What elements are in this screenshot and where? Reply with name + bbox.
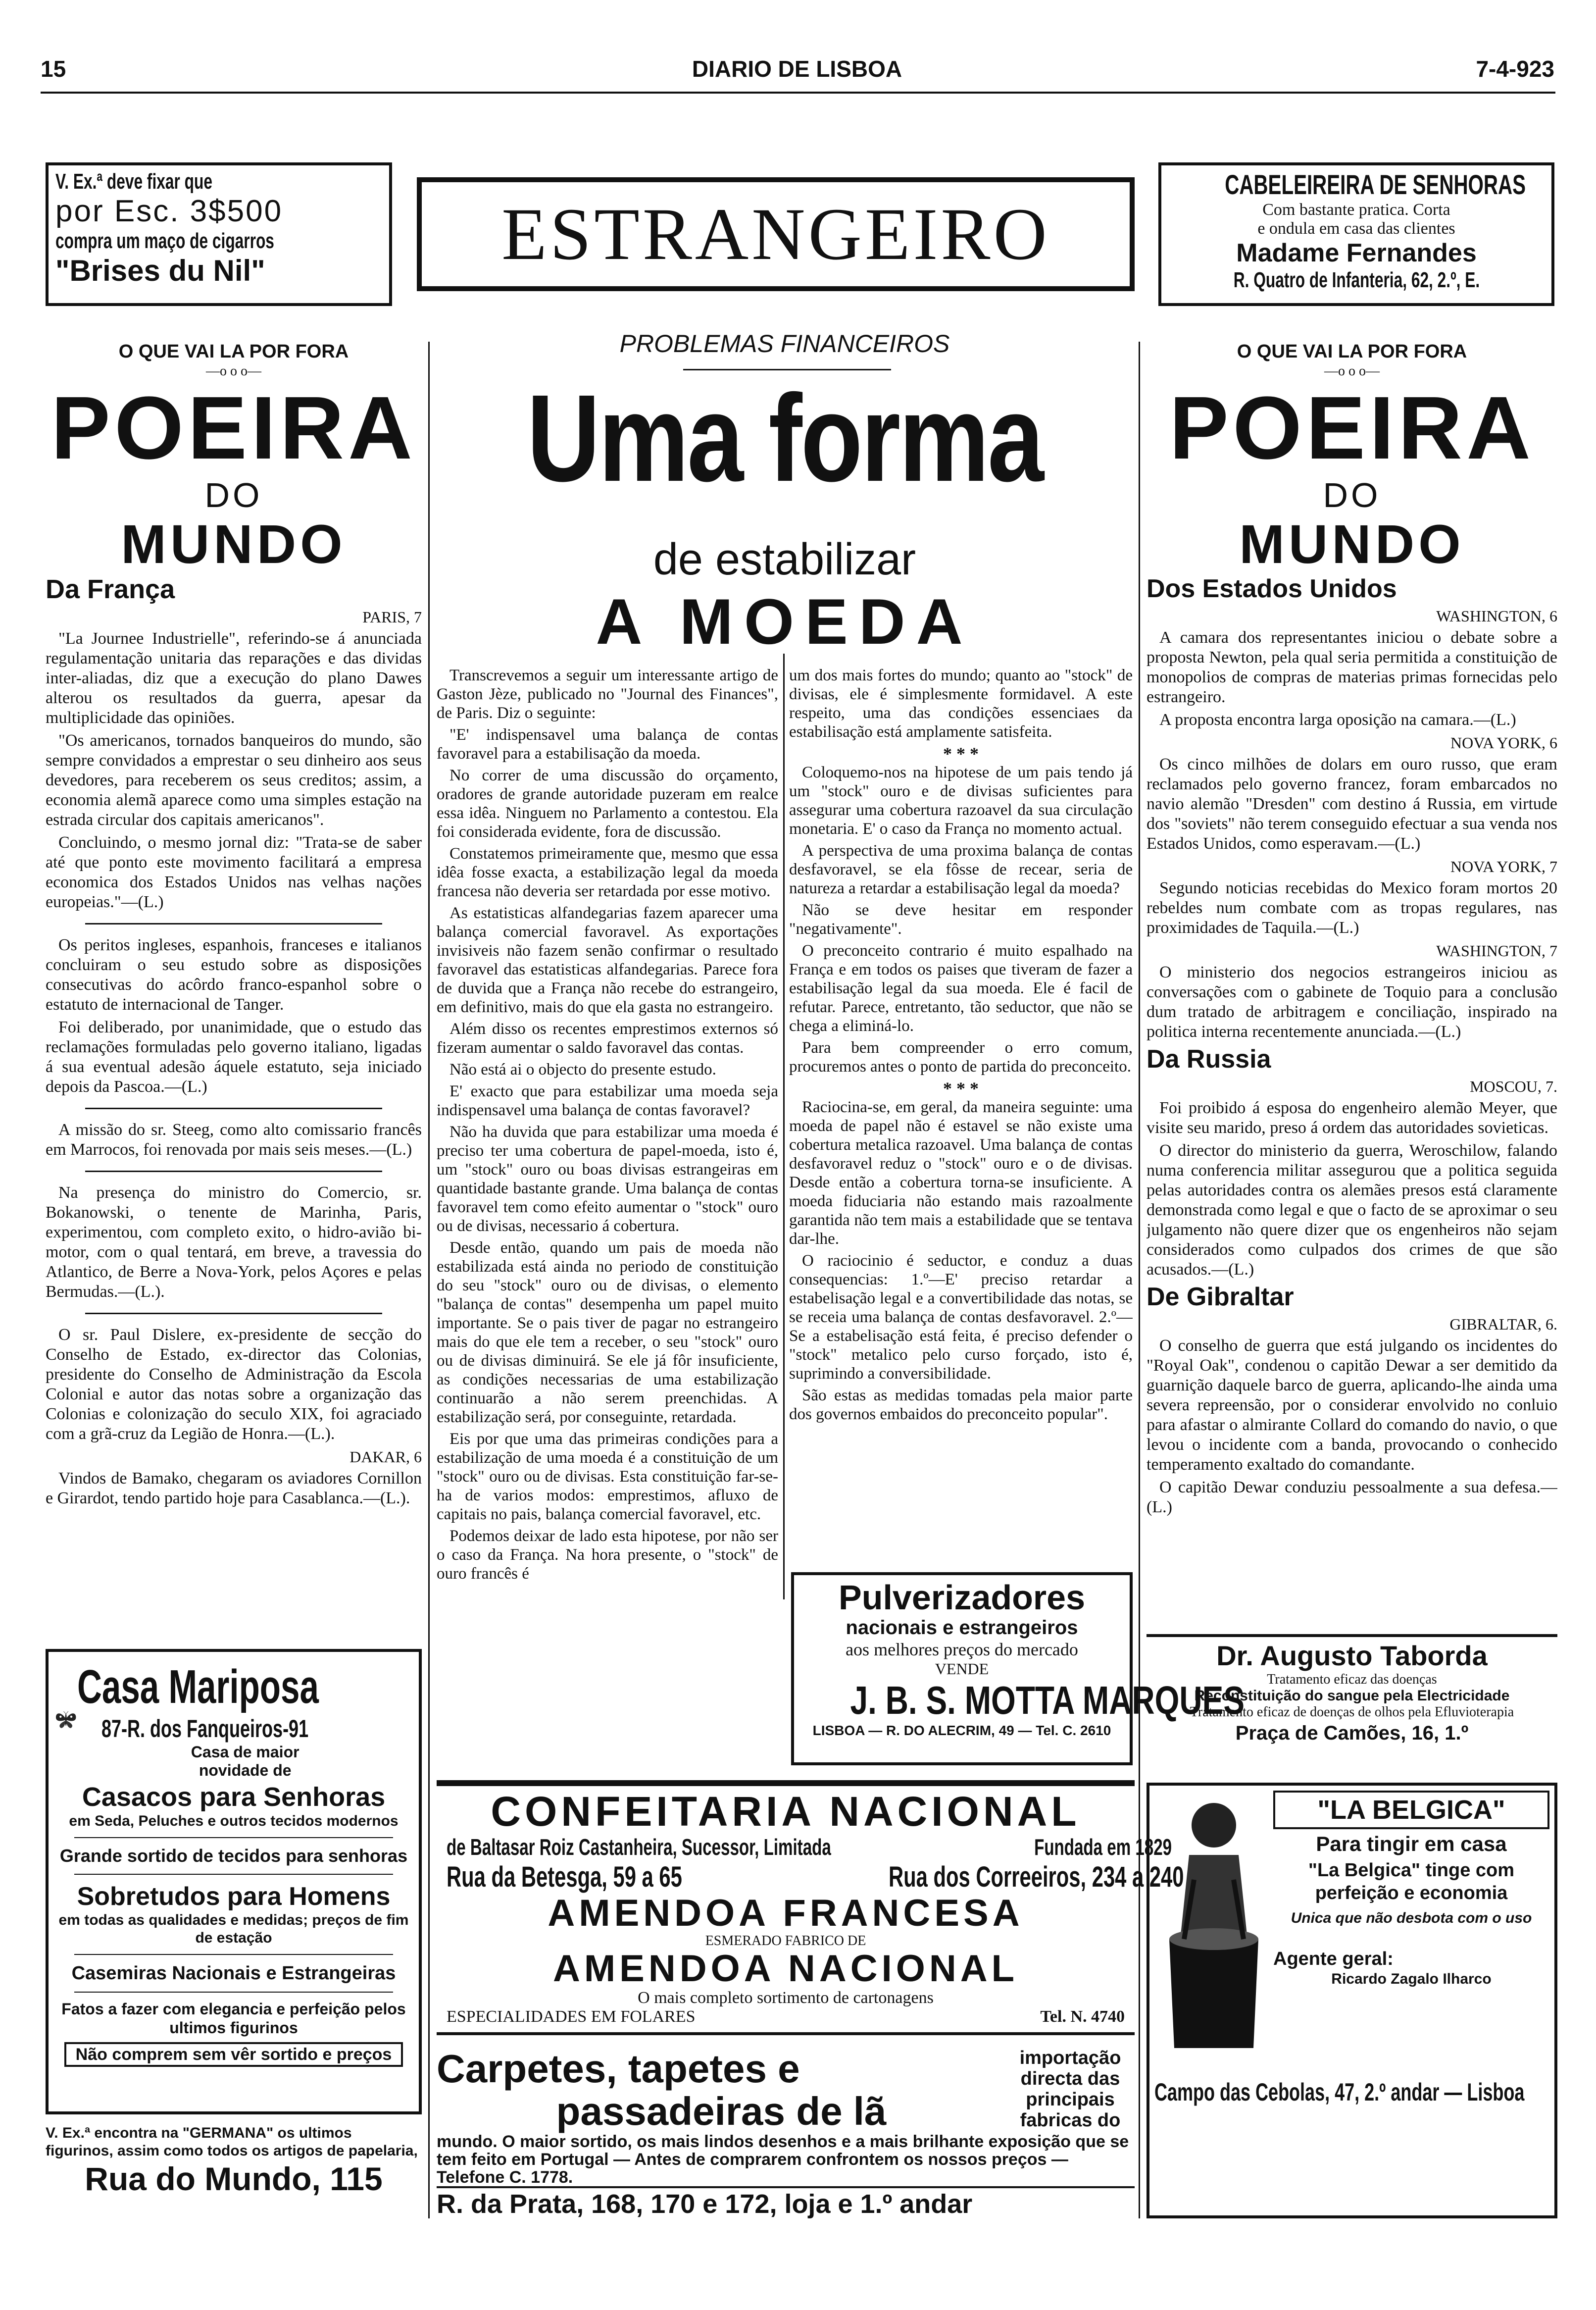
article-paragraph: "E' indispensavel uma balança de contas favoravel para a estabilisação da moeda. [437, 726, 778, 763]
article-paragraph: Raciocina-se, em geral, da maneira seguinte: uma moeda de papel não é estavel se não existe uma cobertura metalica razoavel. Uma balança de contas desfavoravel reduz o "stock" ouro e o de divisas. Desde então a cobertura torna-se insuficiente. A moeda fiduciaria não estando mais razoalmente garantida não tem mais a estabilidade que se tentava dar-lhe. [789, 1098, 1133, 1248]
left-column [46, 342, 422, 1560]
ad-mariposa-line3: Casacos para Senhoras [82, 1782, 386, 1812]
column-divider-1 [428, 342, 430, 2218]
left-dateline-dakar: DAKAR, 6 [349, 1448, 422, 1466]
ad-cabeleireira-line5: R. Quatro de Infanteria, 62, 2.º, E. [1233, 268, 1480, 292]
ad-confeitaria-line4: Rua da Betesga, 59 a 65 [447, 1861, 682, 1893]
article-paragraph: Transcrevemos a seguir um interessante artigo de Gaston Jèze, publicado no "Journal des Finances", de Paris. Diz o seguinte: [437, 667, 778, 722]
ad-belgica-line3: "La Belgica" tinge com perfeição e economia [1308, 1860, 1515, 1903]
left-rule [85, 1108, 382, 1109]
column-divider-2 [1139, 342, 1140, 2218]
headline-moeda: A MOEDA [596, 585, 974, 658]
right-paragraph: O capitão Dewar conduziu pessoalmente a sua defesa.—(L.) [1147, 1478, 1557, 1516]
right-paragraph: Os cinco milhões de dolars em ouro russo, que eram reclamados pelo governo francez, foram embarcados no navio alemão "Dresden" com destino á Russia, em virtude dos "soviets" não terem conseguido efectuar a sua venda nos Estados Unidos, como esperavam.—(L.) [1147, 755, 1557, 853]
center-kicker: PROBLEMAS FINANCEIROS [619, 330, 950, 358]
ad-germana-line2: Rua do Mundo, 115 [85, 2160, 383, 2197]
ad-augusto-taborda [1147, 1634, 1557, 1783]
ad-mariposa-line9: Fatos a fazer com elegancia e perfeição pelos ultimos figurinos [61, 2000, 406, 2037]
ad-pulver-line3: aos melhores preços do mercado [846, 1640, 1078, 1659]
right-paragraph: O director do ministerio da guerra, Weroschilow, falando numa conferencia militar assegurou que a politica seguida pelas autoridades contra os alemães presos está claramente demonstrada como legal e que o facto de se aproximar o seu julgamento não quere dizer que os engenheiros não sejam considerados como culpados dos crimes de que são acusados.—(L.) [1147, 1141, 1557, 1279]
ad-confeitaria-nacional [437, 1780, 1184, 2035]
left-paragraph: "La Journee Industrielle", referindo-se á anunciada regulamentação unitaria das reparações e das dividas inter-aliadas, diz que a execução do plano Dawes alterou os resultados da guerra, apesar da multiplicidade das opiniões. [46, 629, 422, 727]
right-dateline: NOVA YORK, 7 [1450, 858, 1557, 875]
ad-taborda-line5: Praça de Camões, 16, 1.º [1235, 1722, 1469, 1744]
left-rule [85, 1171, 382, 1172]
article-paragraph: São estas as medidas tomadas pela maior parte dos governos embaidos do preconceito popular". [789, 1386, 1133, 1423]
ad-confeitaria-phone: Tel. N. 4740 [1040, 2007, 1125, 2026]
ad-brises-line3: compra um maço de cigarros [55, 229, 274, 253]
ad-mariposa-line2: novidade de [199, 1761, 292, 1779]
left-paragraph: Os peritos ingleses, espanhois, franceses e italianos concluiram o seu estudo sobre as disposições consecutivas do acôrdo franco-espanhol sobre o estatuto de internacional de Tanger. [46, 936, 422, 1014]
ad-confeitaria-line6: AMENDOA FRANCESA [548, 1892, 1024, 1934]
ad-la-belgica [1147, 1783, 1557, 2218]
right-paragraph: Foi proibido á esposa do engenheiro alemão Meyer, que visite seu marido, preso á ordem das autoridades sovieticas. [1147, 1099, 1557, 1137]
right-dateline: GIBRALTAR, 6. [1449, 1315, 1557, 1333]
right-paragraph: O conselho de guerra que está julgando os incidentes do "Royal Oak", condenou o capitão Dewar a ser demitido da guarnição daquele barco de guerra, aplicando-lhe ainda uma severa repreensão, por o considerar envolvido no conluio para afastar o almirante Collard do comando do navio, o que levou o incidente com a banda, provocando o conhecido temperamento exaltado do comandante. [1147, 1336, 1557, 1474]
ad-taborda-line1: Dr. Augusto Taborda [1216, 1640, 1488, 1671]
left-mundo-title: MUNDO [121, 514, 347, 575]
ad-confeitaria-line7: ESMERADO FABRICO DE [705, 1933, 866, 1949]
page-number: 15 [41, 56, 66, 82]
ad-mariposa-line6: Sobretudos para Homens [77, 1882, 391, 1911]
left-paragraph: Foi deliberado, por unanimidade, que o estudo das reclamações formuladas pelo governo italiano, ligadas á sua eventual adesão áquele estatuto, seja iniciado depois da Pascoa.—(L.) [46, 1018, 422, 1096]
ad-confeitaria-line2: de Baltasar Roiz Castanheira, Sucessor, Limitada [447, 1834, 831, 1860]
ad-cabeleireira [1158, 162, 1554, 306]
column-divider-inner [783, 654, 785, 1599]
section-stars: * * * [943, 1078, 979, 1098]
left-deco: —o o o— [206, 363, 261, 379]
ad-mariposa-line5: Grande sortido de tecidos para senhoras [59, 1846, 408, 1866]
ad-brises-line1: V. Ex.ª deve fixar que [55, 169, 212, 194]
center-column-1 [437, 666, 778, 1597]
article-paragraph: O raciocinio é seductor, e conduz a duas consequencias: 1.º—E' preciso retardar a estabelisação legal e a convertibilidade das notas, se se receia uma balança de contas desfavoravel. 2.º—Se a estabelisação está feita, é preciso defender o "stock" metalico pelo curso forçado, isto é, suprimindo a conversibilidade. [789, 1252, 1133, 1383]
article-paragraph: As estatisticas alfandegarias fazem aparecer uma balança comercial favoravel. As exportações invisiveis não fazem senão confirmar o resultado favoravel das estatisticas alfandegarias. Parece fora de duvida que a França não recebe do estrangeiro, em definitivo, mais do que ela gasta no estrangeiro. [437, 904, 778, 1016]
left-kicker: O QUE VAI LA POR FORA [118, 342, 349, 362]
article-paragraph: Eis por que uma das primeiras condições para a estabilização de uma moeda é a constituição de um "stock" ouro ou de divisas. Esta constituição far-se-ha de varios modos: emprestimos, afluxo de capitais no pais, balança comercial favoravel, etc. [437, 1430, 778, 1523]
right-poeira-title: POEIRA [1169, 378, 1535, 478]
ad-mariposa-line10: Não comprem sem vêr sortido e preços [64, 2042, 403, 2067]
ad-confeitaria-line3: Fundada em 1829 [1034, 1834, 1172, 1860]
ad-confeitaria-line8: AMENDOA NACIONAL [552, 1948, 1019, 1990]
ad-belgica-line7: Campo das Cebolas, 47, 2.º andar — Lisboa [1154, 2078, 1525, 2106]
ad-pulver-line1: Pulverizadores [839, 1578, 1085, 1617]
left-paragraph: Vindos de Bamako, chegaram os aviadores Cornillon e Girardot, tendo partido hoje para Casablanca.—(L.). [46, 1469, 422, 1507]
right-paragraph: A camara dos representantes iniciou o debate sobre a proposta Newton, pela qual seria permitida a constituição de monopolios de compras de materias primas fornecidas pelo estrangeiro. [1147, 628, 1557, 706]
left-poeira-title: POEIRA [50, 378, 417, 478]
right-dateline: WASHINGTON, 7 [1436, 942, 1557, 960]
ad-cabeleireira-line1: CABELEIREIRA DE SENHORAS [1225, 169, 1526, 200]
left-paragraph: A missão do sr. Steeg, como alto comissario francês em Marrocos, foi renovada por mais seis meses.—(L.) [46, 1121, 422, 1159]
ad-brises-du-nil [46, 162, 392, 306]
woman-dyeing-illustration-icon [1154, 1791, 1273, 2068]
headline-main: Uma forma [527, 369, 1043, 507]
left-do-title: DO [204, 476, 263, 514]
right-deco: —o o o— [1324, 363, 1380, 379]
right-kicker: O QUE VAI LA POR FORA [1237, 342, 1467, 362]
right-paragraph: Segundo noticias recebidas do Mexico foram mortos 20 rebeldes num combate com as tropas regulares, nas proximidades de Taquila.—(L.) [1147, 879, 1557, 937]
ad-brises-line2: por Esc. 3$500 [55, 194, 283, 228]
center-column-2 [789, 666, 1133, 1567]
article-paragraph: A perspectiva de uma proxima balança de contas desfavoravel, se ela fôsse de recear, seria de natureza a retardar a estabilisação legal da moeda? [789, 842, 1133, 897]
ad-taborda-line3: Reconstituição do sangue pela Electricidade [1194, 1688, 1510, 1704]
left-country-heading: Da França [46, 574, 175, 604]
ad-cabeleireira-line2: Com bastante pratica. Corta [1262, 201, 1450, 219]
ad-carpetes-line2: passadeiras de lã [556, 2089, 887, 2133]
ad-brises-line4: "Brises du Nil" [55, 254, 265, 287]
article-paragraph: No correr de uma discussão do orçamento, oradores de grande autoridade puzeram em realce essa idêa. Ninguem no Parlamento a contestou. Ela foi considerada evidente, fora de discussão. [437, 767, 778, 841]
ad-pulver-line2: nacionais e estrangeiros [846, 1617, 1078, 1639]
right-column [1147, 342, 1557, 1629]
article-paragraph: Para bem compreender o erro comum, procuremos antes o ponto de partida do preconceito. [789, 1039, 1133, 1076]
right-paragraph: A proposta encontra larga oposição na camara.—(L.) [1159, 711, 1516, 729]
ad-confeitaria-line10: ESPECIALIDADES EM FOLARES [447, 2007, 696, 2026]
ad-carpetes [437, 2048, 1135, 2218]
ad-belgica-line5: Agente geral: [1273, 1949, 1394, 1969]
ad-mariposa-line8: Casemiras Nacionais e Estrangeiras [71, 1963, 396, 1984]
article-paragraph: Além disso os recentes emprestimos externos só fizeram aumentar o saldo favoravel das contas. [437, 1020, 778, 1057]
ad-cabeleireira-line4: Madame Fernandes [1236, 239, 1477, 267]
ad-confeitaria-line5: Rua dos Correeiros, 234 a 240 [888, 1861, 1184, 1893]
ad-cabeleireira-line3: e ondula em casa das clientes [1257, 219, 1455, 238]
ad-mariposa-address: 87-R. dos Fanqueiros-91 [101, 1715, 308, 1743]
article-paragraph: Não ha duvida que para estabilizar uma moeda é preciso ter uma cobertura de papel-moeda, isto é, um "stock" ouro ou boas divisas estrangeiras em quantidade bastante grande. Uma balança de contas favoravel tem como efeito aumentar o "stock" ouro ou de divisas, necessario á cobertura. [437, 1123, 778, 1235]
left-paragraph: "Os americanos, tornados banqueiros do mundo, são sempre convidados a emprestar o seu dinheiro aos seus devedores, para receberem os seus creditos; assim, a economia alemã aparece como uma simples estação na estrada circular dos capitais americanos". [46, 731, 422, 829]
ad-taborda-line2: Tratamento eficaz das doenças [1267, 1672, 1437, 1687]
article-paragraph: O preconceito contrario é muito espalhado na França e em todos os paises que tiveram de fazer a estabilisação legal da sua moeda. Ele é facil de refutar. Parece, entretanto, tão seductor, que não se chega a eliminá-lo. [789, 942, 1133, 1035]
ad-mariposa-line7: em todas as qualidades e medidas; preços de fim de estação [58, 1912, 409, 1946]
ad-taborda-line4: Tratamento eficaz de doenças de olhos pela Efluvioterapia [1190, 1704, 1514, 1720]
ad-germana [46, 2124, 422, 2218]
section-stars: * * * [943, 744, 979, 764]
article-paragraph: E' exacto que para estabilizar uma moeda seja indispensavel uma balança de contas favoravel? [437, 1082, 778, 1119]
newspaper-title: DIARIO DE LISBOA [692, 56, 902, 82]
article-paragraph: Não está ai o objecto do presente estudo. [449, 1061, 716, 1078]
right-paragraph: O ministerio dos negocios estrangeiros iniciou as conversações com o gabinete de Toquio para a conclusão dum tratado de arbitragem e conciliação, inspirado na politica interna recentemente anunciada.—(L.) [1147, 963, 1557, 1041]
left-paragraph: Na presença do ministro do Comercio, sr. Bokanowski, o tenente de Marinha, Paris, experimentou, com completo exito, o hidro-avião bi-motor, com o qual tentará, em breve, a travessia do Atlantico, de Berre a Nova-York, pelos Açores e pelas Bermudas.—(L.). [46, 1183, 422, 1301]
ad-germana-line1: V. Ex.ª encontra na "GERMANA" os ultimos figurinos, assim como todos os artigos de papelaria, [46, 2125, 418, 2159]
right-dateline: WASHINGTON, 6 [1436, 607, 1557, 625]
ad-pulver-line4: VENDE [935, 1660, 989, 1678]
section-title: ESTRANGEIRO [501, 193, 1050, 275]
ad-belgica-line4: Unica que não desbota com o uso [1291, 1910, 1532, 1926]
article-paragraph: Constatemos primeiramente que, mesmo que essa idêa fosse exacta, a estabilização legal da moeda francesa não deveria ser retardada por esse motivo. [437, 845, 778, 900]
article-paragraph: Não se deve hesitar em responder "negativamente". [789, 901, 1133, 938]
ad-confeitaria-line1: CONFEITARIA NACIONAL [491, 1788, 1081, 1835]
left-rule [85, 1313, 382, 1314]
section-banner [417, 177, 1135, 291]
ad-pulverizadores [791, 1572, 1245, 1765]
article-paragraph: Desde então, quando um pais de moeda não estabilizada está ainda no periodo de constituição do seu "stock" ouro ou de divisas, o elemento "balança de contas" desempenha um papel muito importante. Se o pais tiver de pagar no estrangeiro mais do que ele tem a receber, o seu "stock" ouro ou de divisas diminuirá. Se ele já fôr insuficiente, as condições necessarias de uma estabilização continuarão a não serem preenchidas. A estabilização será, por conseguinte, retardada. [437, 1239, 778, 1426]
article-paragraph: um dos mais fortes do mundo; quanto ao "stock" de divisas, ele é simplesmente formidavel. A este respeito, uma das condições essenciaes da estabilisação está amplamente satisfeita. [789, 667, 1133, 741]
ad-confeitaria-line9: O mais completo sortimento de cartonagens [638, 1989, 934, 2007]
ad-carpetes-line1: Carpetes, tapetes e [437, 2047, 800, 2091]
ad-belgica-line6: Ricardo Zagalo Ilharco [1331, 1971, 1492, 1987]
left-paragraph: O sr. Paul Dislere, ex-presidente de secção do Conselho de Estado, ex-director das Colonias, presidente do Conselho de Administração da Escola Colonial e autor das notas sobre a organização das Colonias e colonização do seculo XIX, foi agraciado com a grã-cruz da Legião de Honra.—(L.). [46, 1326, 422, 1443]
ad-mariposa-line1: Casa de maior [191, 1743, 299, 1761]
right-country-usa: Dos Estados Unidos [1147, 574, 1397, 603]
ad-belgica-line1: "LA BELGICA" [1273, 1791, 1549, 1829]
left-paragraph: Concluindo, o mesmo jornal diz: "Trata-se de saber até que ponto este movimento facilitará a empresa economica dos Estados Unidos nas velhas nações europeias."—(L.) [46, 833, 422, 911]
right-do-title: DO [1323, 476, 1381, 514]
ad-carpetes-side: importação directa das principais fabricas do [1019, 2048, 1121, 2131]
article-paragraph: Podemos deixar de lado esta hipotese, por não ser o caso da França. Na hora presente, o "stock" de ouro francês é [437, 1527, 778, 1583]
ad-mariposa-line4: em Seda, Peluches e outros tecidos modernos [69, 1813, 399, 1829]
right-dateline: NOVA YORK, 6 [1450, 734, 1557, 752]
article-paragraph: Coloquemo-nos na hipotese de um pais tendo já um "stock" ouro e de divisas suficientes para assegurar uma cobertura razoavel da sua circulação monetaria. E' o caso da França no momento actual. [789, 764, 1133, 838]
ad-mariposa-name: Casa Mariposa [77, 1660, 319, 1713]
butterfly-icon [54, 1660, 77, 1779]
right-country-gibraltar: De Gibraltar [1147, 1283, 1294, 1311]
ad-carpetes-line3: mundo. O maior sortido, os mais lindos desenhos e a mais brilhante exposição que se tem feito em Portugal — Antes de comprarem confrontem os nossos preços — Telefone C. 1778. [437, 2132, 1129, 2187]
headline-sub: de estabilizar [653, 535, 916, 584]
ad-pulver-line5: J. B. S. MOTTA MARQUES [850, 1678, 1245, 1722]
header-rule [41, 92, 1555, 94]
right-country-russia: Da Russia [1147, 1045, 1271, 1074]
right-dateline: MOSCOU, 7. [1470, 1078, 1557, 1095]
ad-pulver-line6: LISBOA — R. DO ALECRIM, 49 — Tel. C. 2610 [812, 1723, 1111, 1738]
left-rule [85, 923, 382, 924]
issue-date: 7-4-923 [1476, 56, 1554, 82]
ad-carpetes-line4: R. da Prata, 168, 170 e 172, loja e 1.º andar [437, 2186, 1135, 2220]
right-mundo-title: MUNDO [1239, 514, 1465, 575]
left-dateline-paris: PARIS, 7 [362, 608, 422, 626]
ad-belgica-line2: Para tingir em casa [1316, 1832, 1507, 1855]
ad-casa-mariposa [46, 1649, 422, 2114]
